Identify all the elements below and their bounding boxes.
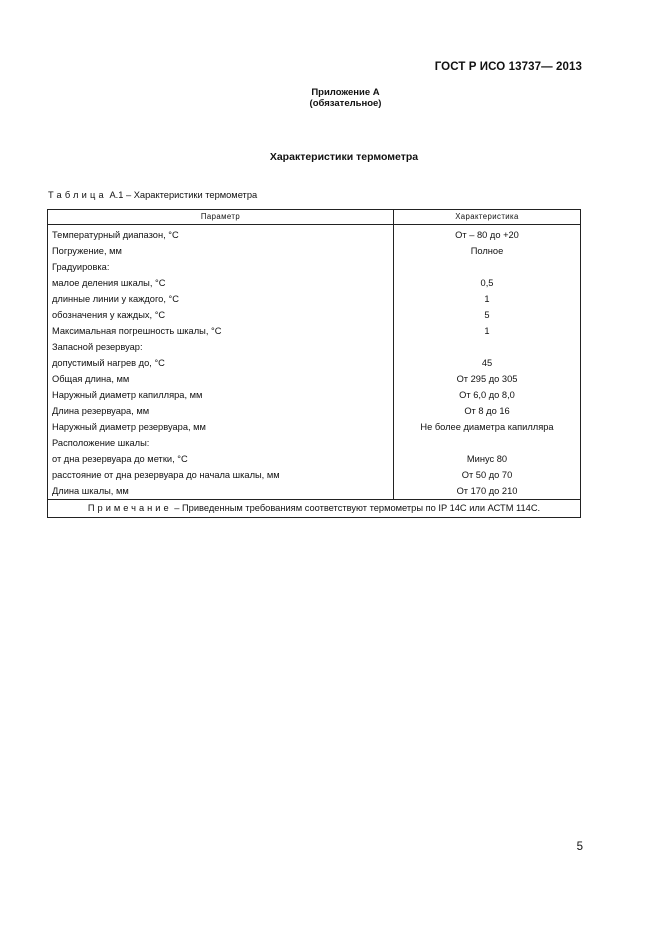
param-cell: малое деления шкалы, °С bbox=[48, 275, 394, 291]
section-title bbox=[0, 151, 661, 163]
param-cell: Наружный диаметр капилляра, мм bbox=[48, 387, 394, 403]
param-cell: Общая длина, мм bbox=[48, 371, 394, 387]
table-row bbox=[48, 483, 581, 500]
value-cell: От 6,0 до 8,0 bbox=[394, 387, 581, 403]
table-row bbox=[48, 419, 581, 435]
value-cell: От 295 до 305 bbox=[394, 371, 581, 387]
table-row bbox=[48, 291, 581, 307]
value-cell: 5 bbox=[394, 307, 581, 323]
table-row bbox=[48, 451, 581, 467]
value-cell: Полное bbox=[394, 243, 581, 259]
value-cell bbox=[394, 259, 581, 275]
param-cell: допустимый нагрев до, °С bbox=[48, 355, 394, 371]
table-caption-label: Таблица bbox=[48, 190, 107, 200]
appendix-status: (обязательное) bbox=[309, 98, 382, 109]
param-cell: от дна резервуара до метки, °С bbox=[48, 451, 394, 467]
table-row bbox=[48, 227, 581, 243]
param-cell: Максимальная погрешность шкалы, °С bbox=[48, 323, 394, 339]
value-cell: 1 bbox=[394, 291, 581, 307]
table-row bbox=[48, 467, 581, 483]
value-cell: 45 bbox=[394, 355, 581, 371]
value-cell: 0,5 bbox=[394, 275, 581, 291]
table-note-row bbox=[48, 500, 581, 518]
value-cell bbox=[394, 435, 581, 451]
table-row bbox=[48, 259, 581, 275]
param-cell: Длина резервуара, мм bbox=[48, 403, 394, 419]
page-number: 5 bbox=[576, 841, 583, 853]
table-row bbox=[48, 435, 581, 451]
param-cell: Температурный диапазон, °С bbox=[48, 227, 394, 243]
param-cell: Градуировка: bbox=[48, 259, 394, 275]
table-row bbox=[48, 307, 581, 323]
table-caption-text: А.1 – Характеристики термометра bbox=[106, 190, 258, 200]
table-row bbox=[48, 243, 581, 259]
table-row bbox=[48, 387, 581, 403]
note-label: Примечание bbox=[87, 503, 172, 513]
table-note bbox=[48, 500, 581, 518]
value-cell: 1 bbox=[394, 323, 581, 339]
value-cell: Минус 80 bbox=[394, 451, 581, 467]
section-title-text: Характеристики термометра bbox=[269, 151, 419, 163]
param-cell: Расположение шкалы: bbox=[48, 435, 394, 451]
param-cell: расстояние от дна резервуара до начала шкалы, мм bbox=[48, 467, 394, 483]
param-cell: длинные линии у каждого, °С bbox=[48, 291, 394, 307]
value-cell bbox=[394, 339, 581, 355]
note-text: – Приведенным требованиям соответствуют термометры по IP 14C или АСТМ 114C. bbox=[171, 503, 541, 513]
table-row bbox=[48, 355, 581, 371]
table-caption bbox=[48, 190, 257, 200]
table-body bbox=[48, 225, 581, 500]
param-cell: обозначения у каждых, °С bbox=[48, 307, 394, 323]
param-cell: Погружение, мм bbox=[48, 243, 394, 259]
param-cell: Наружный диаметр резервуара, мм bbox=[48, 419, 394, 435]
column-header-value: Характеристика bbox=[394, 210, 581, 225]
value-cell: От 170 до 210 bbox=[394, 483, 581, 500]
table-header-row bbox=[48, 210, 581, 225]
value-cell: От 8 до 16 bbox=[394, 403, 581, 419]
appendix-title: Приложение А bbox=[311, 87, 380, 98]
table-row bbox=[48, 275, 581, 291]
table-row bbox=[48, 403, 581, 419]
appendix-heading bbox=[0, 87, 661, 109]
characteristics-table bbox=[47, 209, 581, 518]
value-cell: От – 80 до +20 bbox=[394, 227, 581, 243]
table-row bbox=[48, 371, 581, 387]
table-row bbox=[48, 323, 581, 339]
document-code: ГОСТ Р ИСО 13737— 2013 bbox=[434, 61, 582, 73]
table-row bbox=[48, 339, 581, 355]
column-header-param: Параметр bbox=[48, 210, 394, 225]
param-cell: Длина шкалы, мм bbox=[48, 483, 394, 500]
param-cell: Запасной резервуар: bbox=[48, 339, 394, 355]
value-cell: Не более диаметра капилляра bbox=[394, 419, 581, 435]
value-cell: От 50 до 70 bbox=[394, 467, 581, 483]
